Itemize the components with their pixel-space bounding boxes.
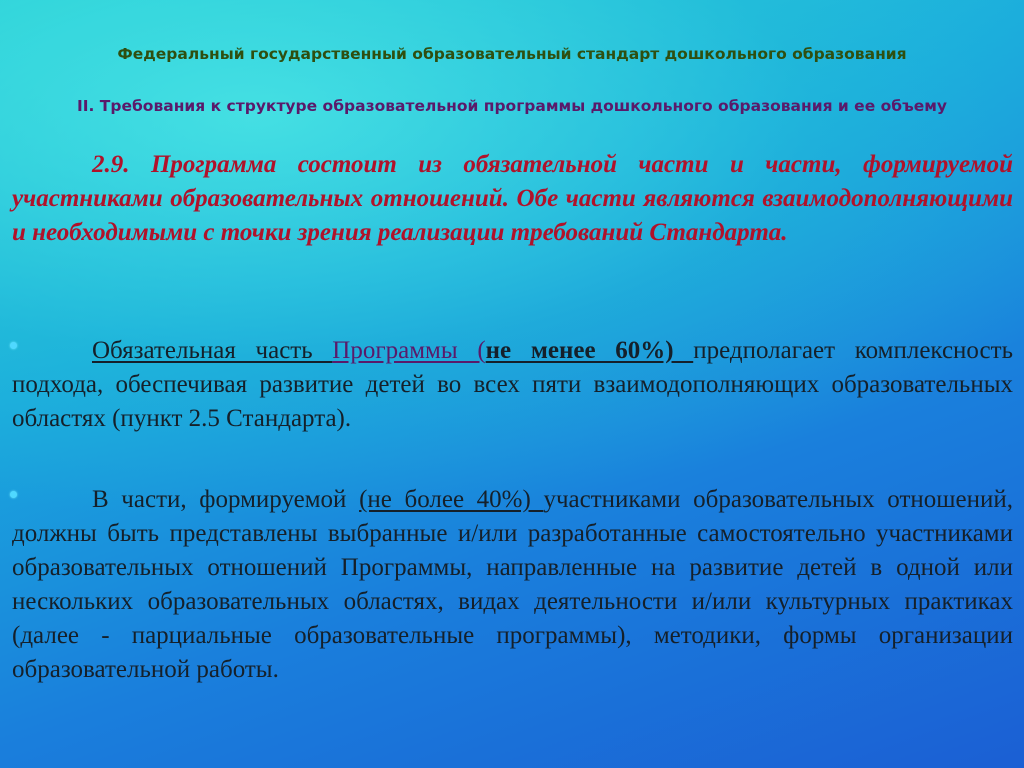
bullet2-percent: (не более 40%) [359,486,544,513]
main-paragraph-text: 2.9. Программа состоит из обязательной части и части, формируемой участниками образовательных отношений. Обе части являются взаимодополняющими и необходимыми с точки зрения реализации требований Стандарта. [12,151,1013,246]
bullet-dot-icon [10,491,17,498]
slide-subtitle: II. Требования к структуре образовательной программы дошкольного образования и ее объему [76,97,948,115]
slide-title: Федеральный государственный образовательный стандарт дошкольного образования [117,45,907,63]
bullet1-percent: не менее 60%) [485,337,694,364]
bullet2-text-start: В части, формируемой [92,486,360,513]
bullet-dot-icon [10,342,17,349]
bullet1-text-underlined: Обязательная часть [92,337,333,364]
main-paragraph [12,148,1013,250]
bullet2-text-rest: участниками образовательных отношений, должны быть представлены выбранные и/или разработанные самостоятельно участниками образовательных отношений Программы, направленные на развитие детей в одной или нескольких образовательных областях, видах деятельности и/или культурных практиках (далее - парциальные образовательные программы), методики, формы организации образовательной работы. [12,486,1014,683]
bullet-item-mandatory-part [12,334,1013,436]
bullet1-text-rest: предполагает комплексность подхода, обеспечивая развитие детей во всех пяти взаимодополняющих образовательных областях (пункт 2.5 Стандарта). [12,337,1013,432]
bullet-item-formed-part [12,483,1013,687]
bullet1-text-program: Программы ( [332,337,486,364]
